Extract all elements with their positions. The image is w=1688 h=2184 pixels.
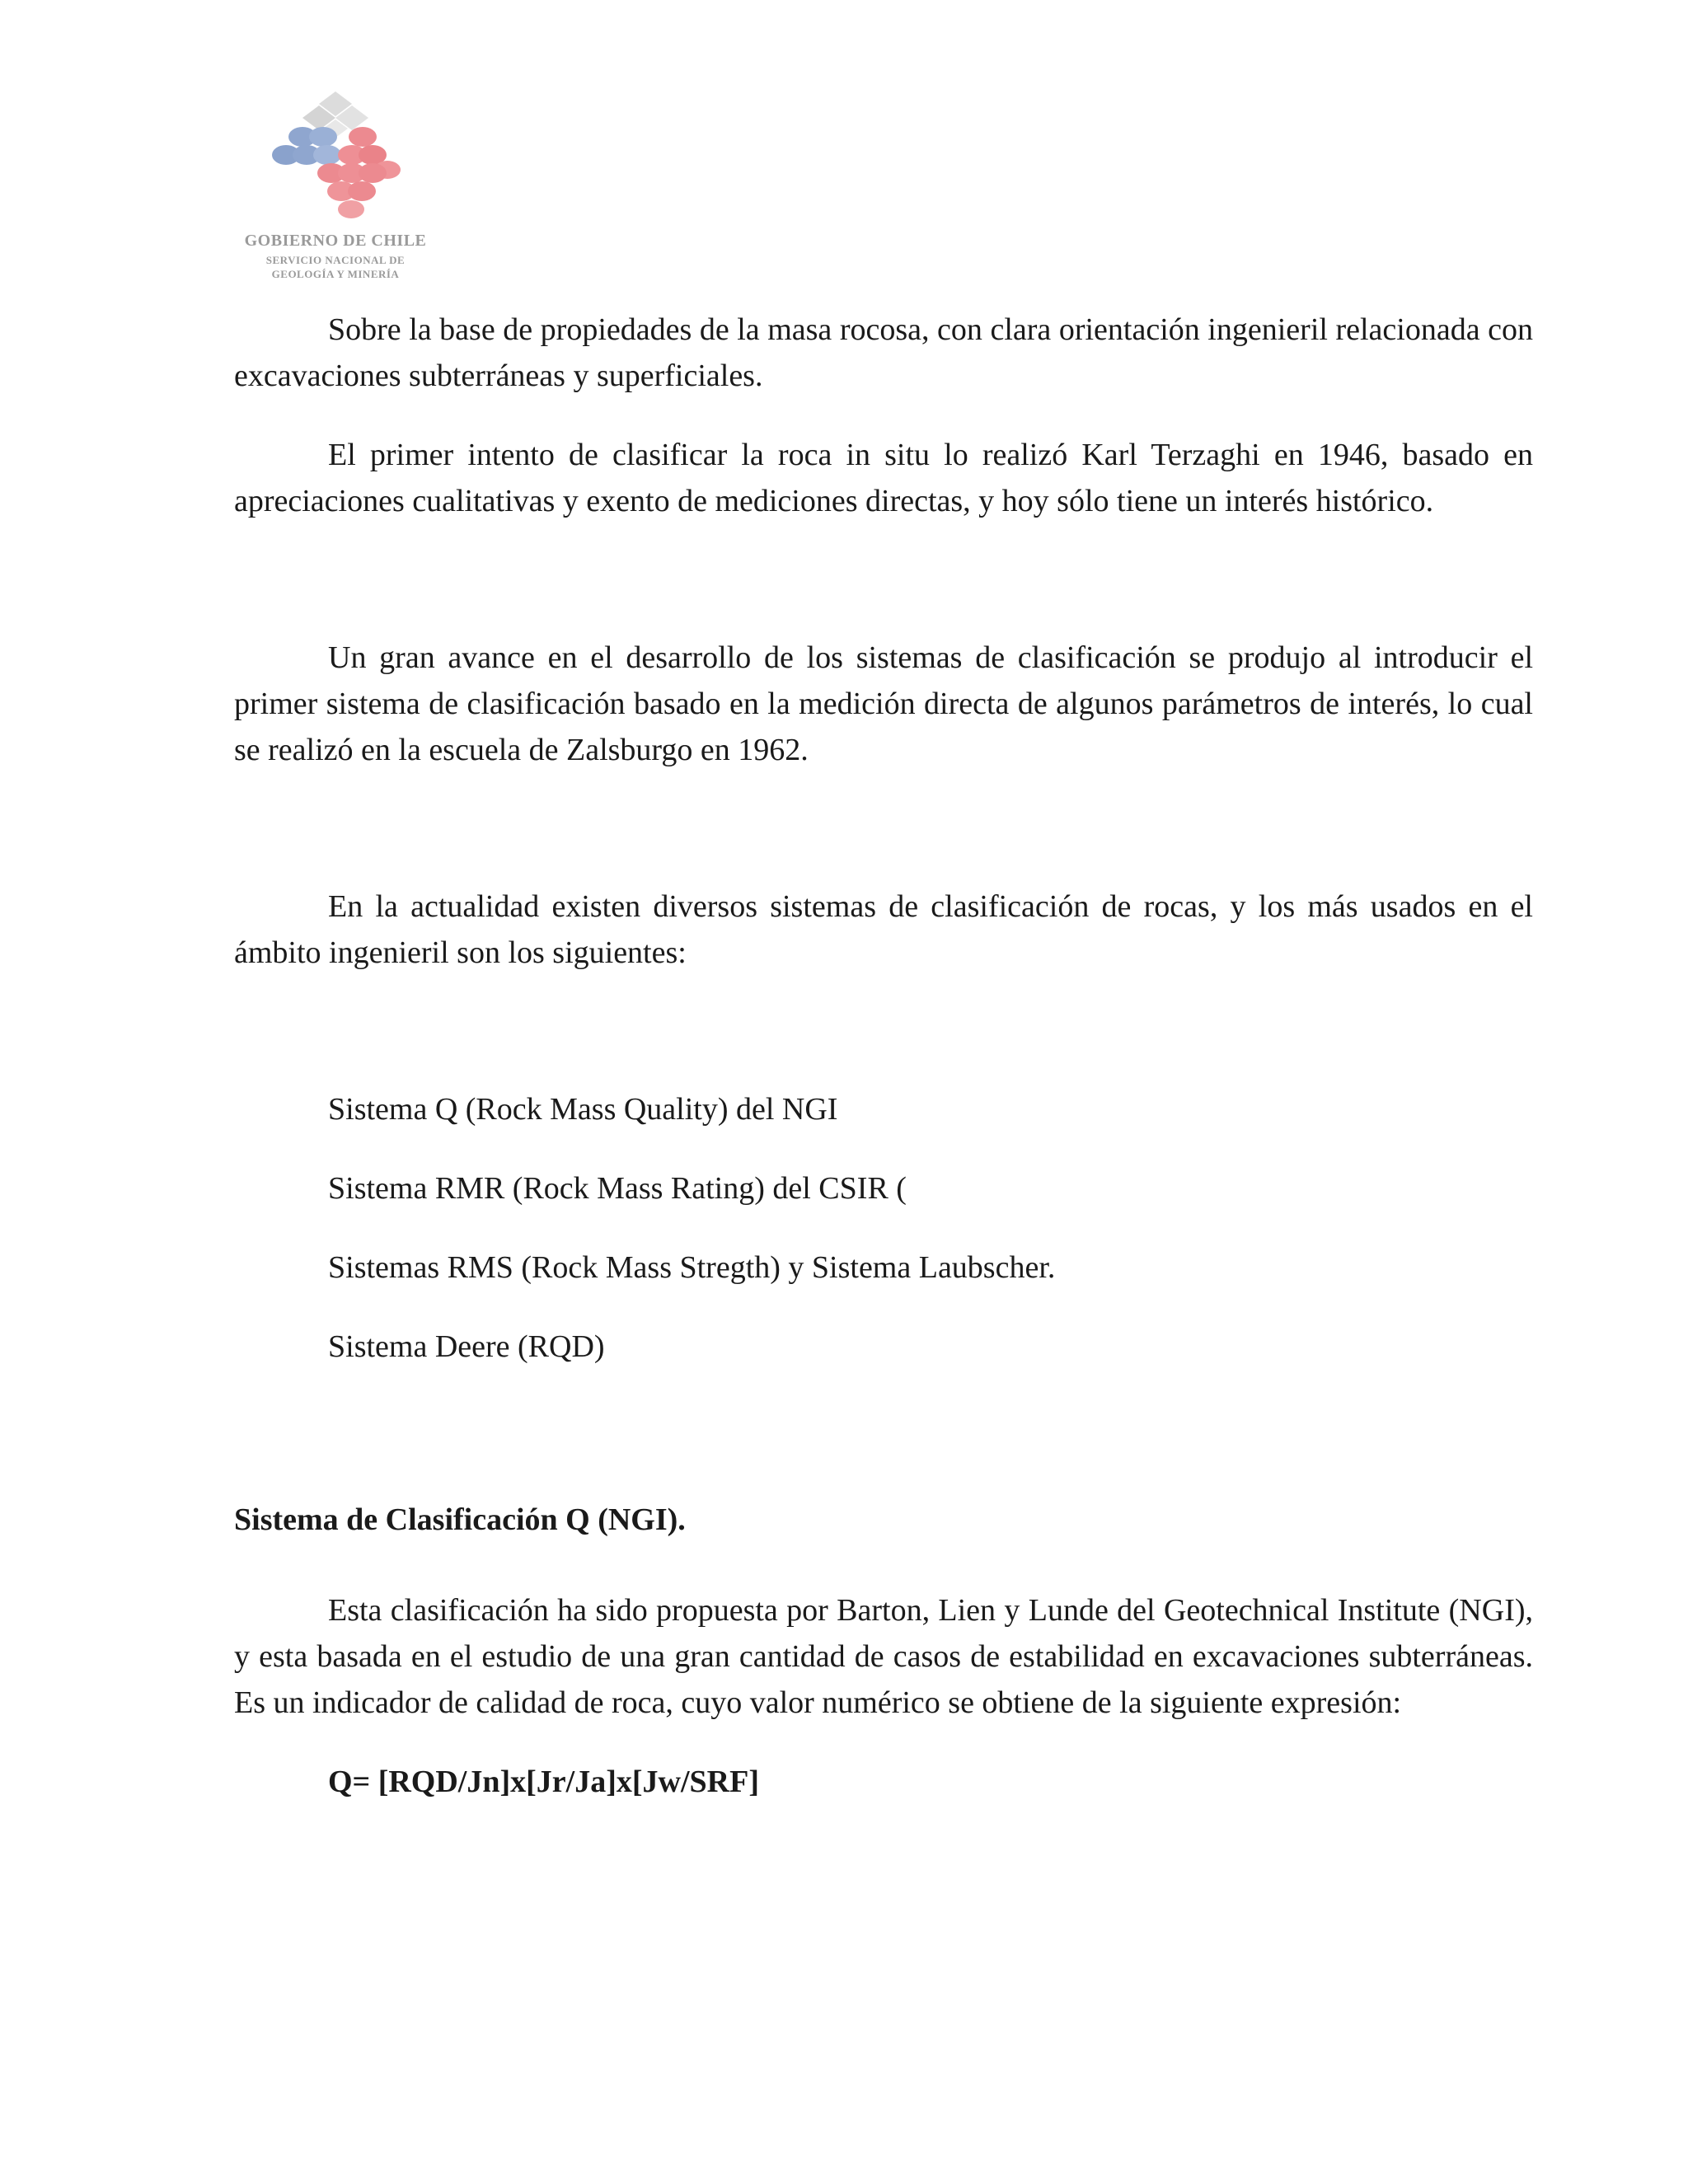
document-body	[234, 307, 1533, 1805]
emblem-blue-tiles	[272, 127, 341, 165]
list-item: Sistema Deere (RQD)	[328, 1329, 605, 1364]
list-item: Sistema Q (Rock Mass Quality) del NGI	[328, 1092, 838, 1127]
q-formula: Q= [RQD/Jn]x[Jr/Ja]x[Jw/SRF]	[328, 1765, 759, 1799]
logo-subtitle-1: SERVICIO NACIONAL DE	[265, 254, 406, 266]
gobierno-de-chile-logo	[232, 87, 438, 293]
paragraph-intro: Sobre la base de propiedades de la masa rocosa, con clara orientación ingenieril relacionada con excavaciones subterráneas y superficiales.	[234, 312, 1533, 393]
list-item: Sistemas RMS (Rock Mass Stregth) y Sistema Laubscher.	[328, 1250, 1056, 1285]
section-heading: Sistema de Clasificación Q (NGI).	[234, 1502, 686, 1537]
logo-title: GOBIERNO DE CHILE	[244, 232, 427, 250]
sernageomin-emblem-icon	[265, 87, 406, 227]
paragraph-systems-intro: En la actualidad existen diversos sistemas de clasificación de rocas, y los más usados en el ámbito ingenieril son los siguientes:	[234, 889, 1533, 970]
paragraph-q-system: Esta clasificación ha sido propuesta por Barton, Lien y Lunde del Geotechnical Institute (NGI), y esta basada en el estudio de una gran cantidad de casos de estabilidad en excavaciones subterráneas. Es un indicador de calidad de roca, cuyo valor numérico se obtiene de la siguiente expresión:	[234, 1593, 1533, 1720]
list-item: Sistema RMR (Rock Mass Rating) del CSIR (	[328, 1171, 907, 1206]
logo-subtitle-2: GEOLOGÍA Y MINERÍA	[271, 268, 400, 280]
paragraph-terzaghi: El primer intento de clasificar la roca in situ lo realizó Karl Terzaghi en 1946, basado en apreciaciones cualitativas y exento de mediciones directas, y hoy sólo tiene un interés histórico.	[234, 438, 1533, 518]
paragraph-zalsburgo: Un gran avance en el desarrollo de los sistemas de clasificación se produjo al introducir el primer sistema de clasificación basado en la medición directa de algunos parámetros de interés, lo cual se realizó en la escuela de Zalsburgo en 1962.	[234, 640, 1533, 767]
